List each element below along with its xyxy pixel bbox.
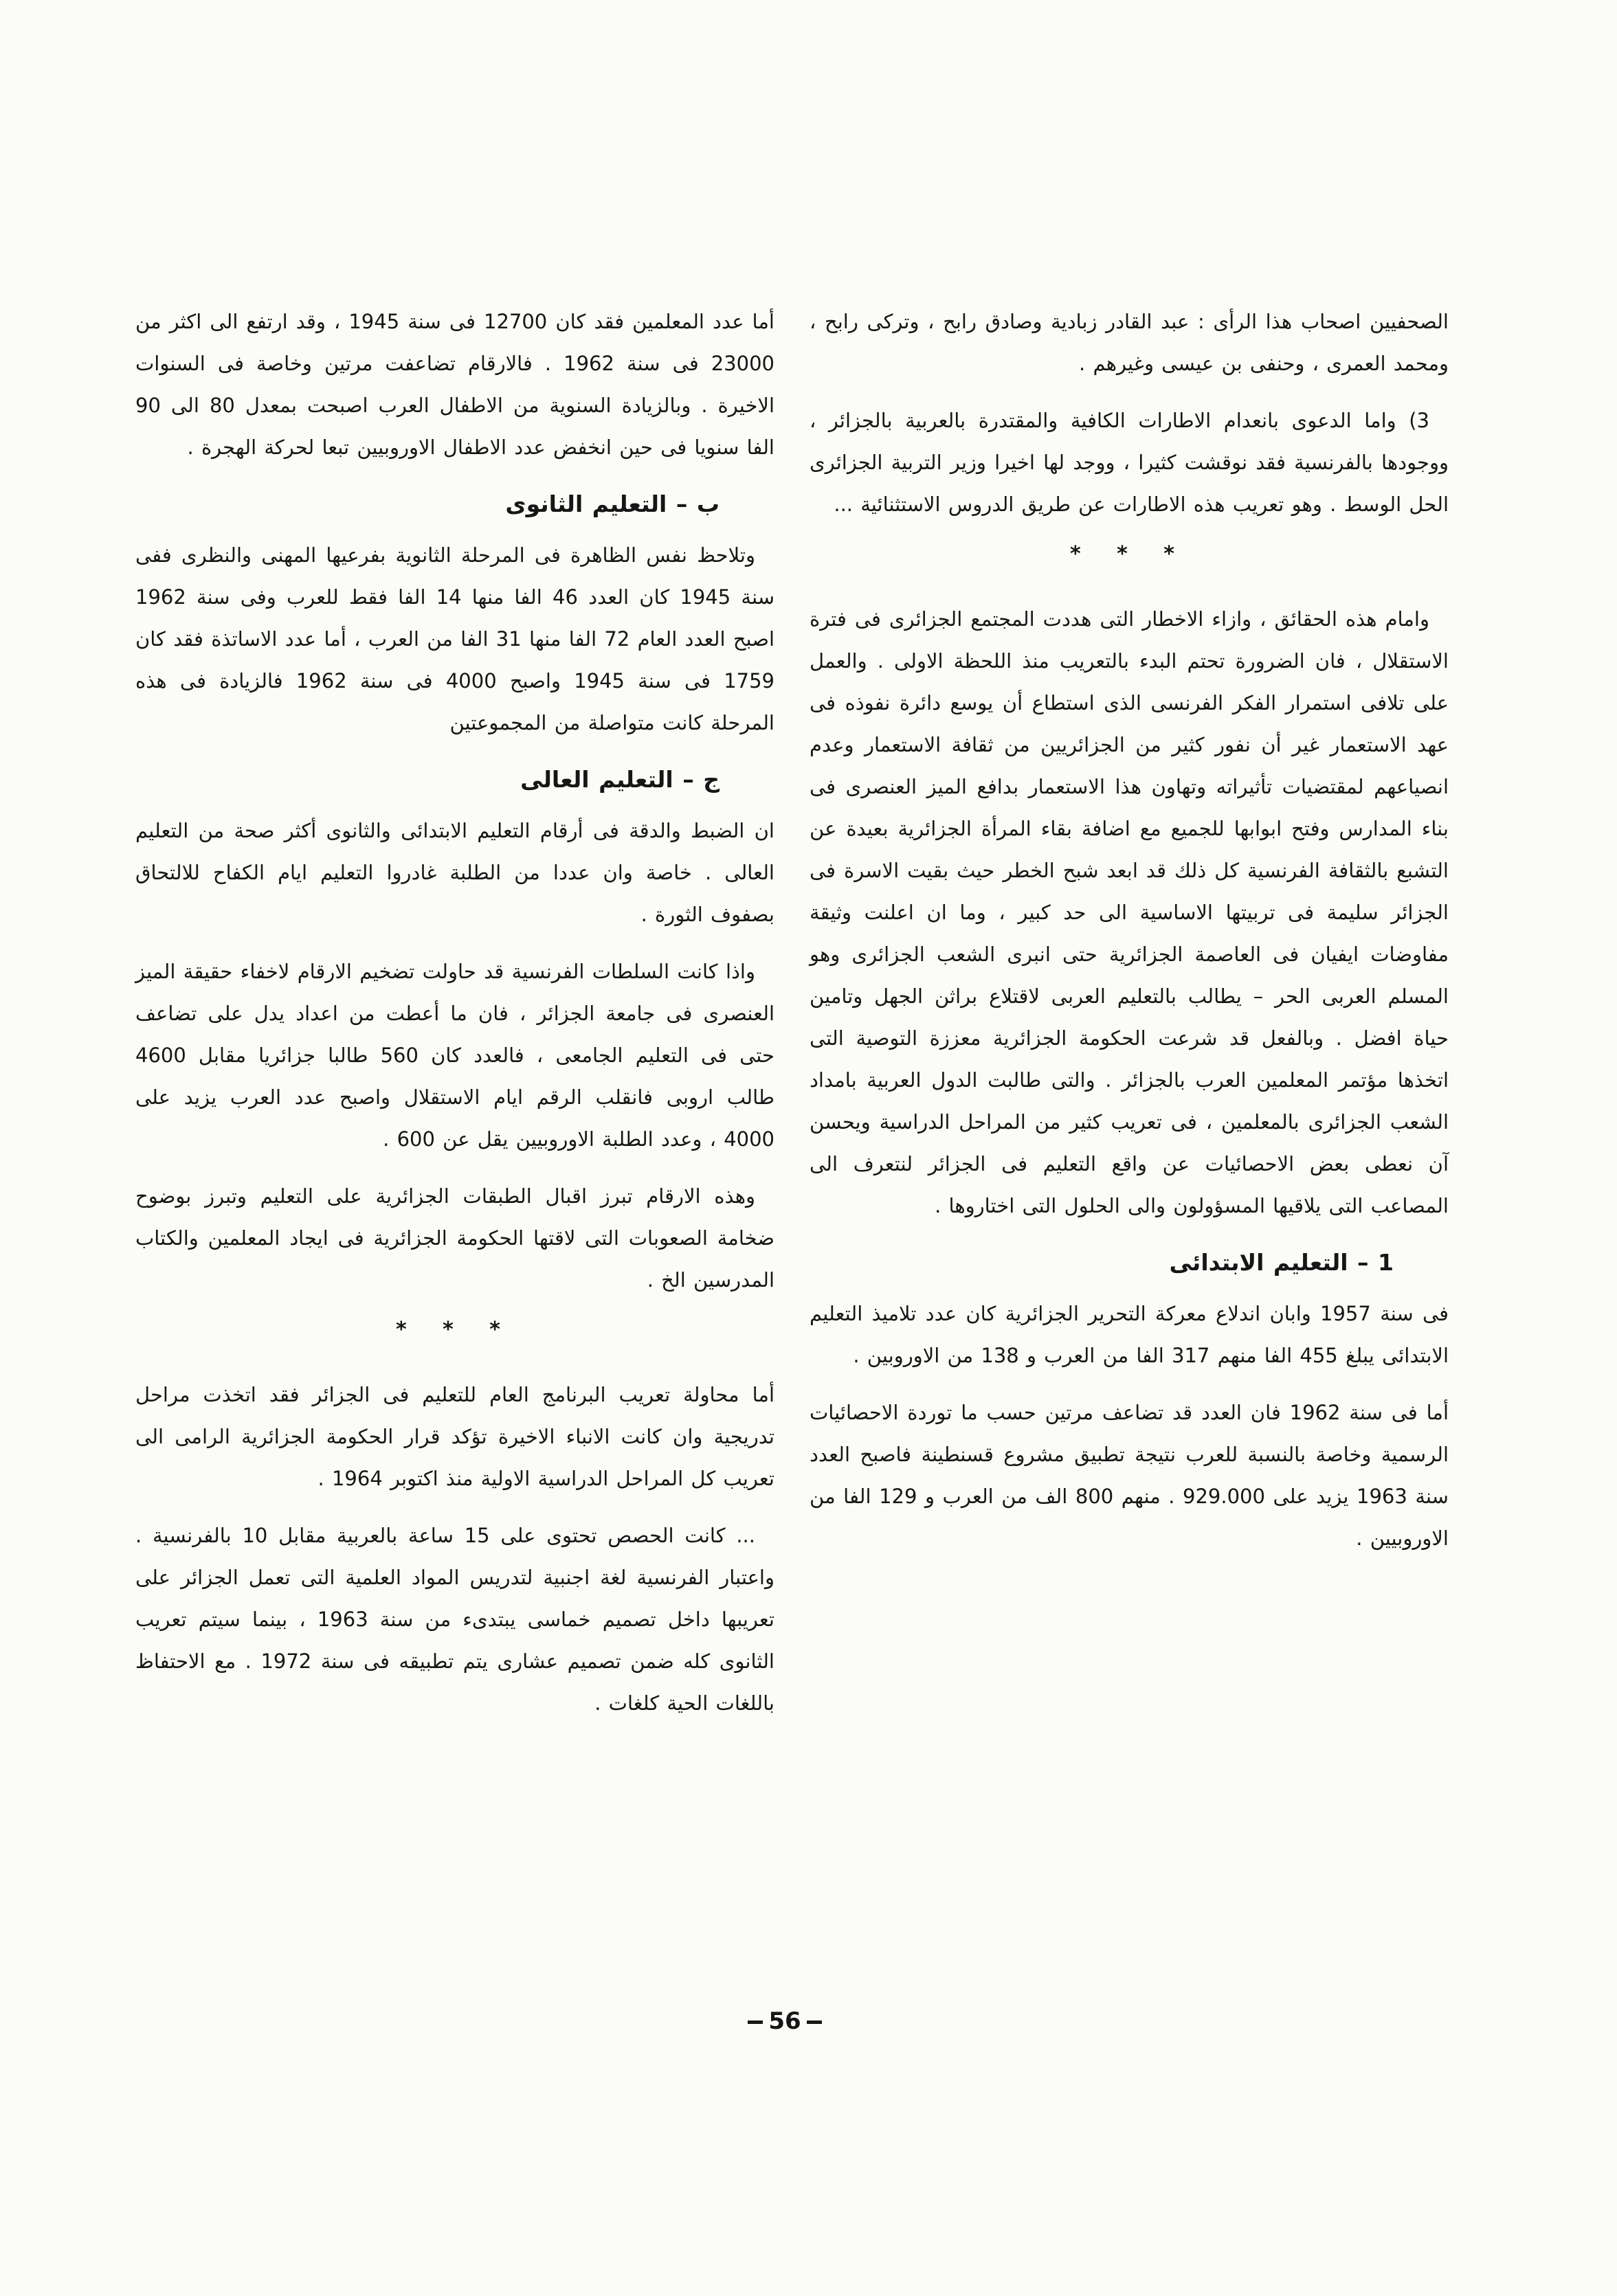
paragraph: أما عدد المعلمين فقد كان 12700 فى سنة 1945 ، وقد ارتفع الى اكثر من 23000 فى سنة 1962 . فالارقام تضاعفت مرتين وخاصة فى السنوات الاخيرة . وبالزيادة السنوية من الاطفال العرب اصبحت بمعدل 80 الى 90 الفا سنويا فى حين انخفض عدد الاطفال الاوروبيين تبعا لحركة الهجرة .	[135, 310, 774, 459]
dash-right	[807, 2021, 822, 2024]
paragraph: 3) واما الدعوى بانعدام الاطارات الكافية والمقتدرة بالعربية بالجزائر ، ووجودها بالفرنسية فقد نوقشت كثيرا ، ووجد لها اخيرا وزير التربية الجزائرى الحل الوسط . وهو تعريب هذه الاطارات عن طريق الدروس الاستثنائية ...	[810, 409, 1449, 516]
paragraph: وهذه الارقام تبرز اقبال الطبقات الجزائرية على التعليم وتبرز بوضوح ضخامة الصعوبات التى لاقتها الحكومة الجزائرية فى ايجاد المعلمين والكتاب المدرسين الخ .	[135, 1184, 774, 1292]
section-divider: * * *	[396, 1318, 514, 1342]
section-heading: ج – التعليم العالى	[520, 766, 720, 793]
paragraph: وامام هذه الحقائق ، وازاء الاخطار التى هددت المجتمع الجزائرى فى فترة الاستقلال ، فان الضرورة تحتم البدء بالتعريب منذ اللحظة الاولى . والعمل على تلافى استمرار الفكر الفرنسى الذى استطاع أن يوسع دائرة نفوذه فى عهد الاستعمار غير أن نفور كثير من الجزائريين من ثقافة الاستعمار وعدم انصياعهم لمقتضيات تأثيراته وتهاون هذا الاستعمار بدافع الميز العنصرى فى بناء المدارس وفتح ابوابها للجميع مع اضافة بقاء المرأة الجزائرية بعيدة عن التشبع بالثقافة الفرنسية كل ذلك قد ابعد شبح الخطر حيث بقيت الاسرة فى الجزائر سليمة فى تربيتها الاساسية الى حد كبير ، وما ان اعلنت وثيقة مفاوضات ايفيان فى العاصمة الجزائرية حتى انبرى الشعب الجزائرى وهو المسلم العربى الحر – يطالب بالتعليم العربى لاقتلاع براثن الجهل وتامين حياة افضل . وبالفعل قد شرعت الحكومة الجزائرية معززة التوصية التى اتخذها مؤتمر المعلمين العرب بالجزائر . والتى طالبت الدول العربية بامداد الشعب الجزائرى بالمعلمين ، فى تعريب كثير من المراحل الدراسية ويحسن آن نعطى بعض الاحصائيات عن واقع التعليم فى الجزائر لنتعرف الى المصاعب التى يلاقيها المسؤولون والى الحلول التى اختاروها .	[810, 607, 1449, 1217]
page-number-value: 56	[768, 2007, 801, 2035]
paragraph: ان الضبط والدقة فى أرقام التعليم الابتدائى والثانوى أكثر صحة من التعليم العالى . خاصة وان عددا من الطلبة غادروا التعليم ايام الكفاح للالتحاق بصفوف الثورة .	[135, 819, 774, 926]
section-heading: ب – التعليم الثانوى	[505, 491, 720, 517]
right-column	[810, 301, 1449, 1575]
paragraph: ... كانت الحصص تحتوى على 15 ساعة بالعربية مقابل 10 بالفرنسية . واعتبار الفرنسية لغة اجنبية لتدريس المواد العلمية التى تعمل الجزائر على تعريبها داخل تصميم خماسى يبتدىء من سنة 1963 ، بينما سيتم تعريب الثانوى كله ضمن تصميم عشارى يتم تطبيقه فى سنة 1972 . مع الاحتفاظ باللغات الحية كلغات .	[135, 1524, 774, 1715]
paragraph: أما فى سنة 1962 فان العدد قد تضاعف مرتين حسب ما توردة الاحصائيات الرسمية وخاصة بالنسبة للعرب نتيجة تطبيق مشروع قسنطينة فاصبح العدد سنة 1963 يزيد على 929.000 . منهم 800 الف من العرب و 129 الفا من الاوروبيين .	[810, 1401, 1449, 1550]
paragraph: فى سنة 1957 وابان اندلاع معركة التحرير الجزائرية كان عدد تلاميذ التعليم الابتدائى يبلغ 455 الفا منهم 317 الفا من العرب و 138 من الاوروبين .	[810, 1302, 1449, 1367]
page-number	[723, 2007, 847, 2035]
paragraph: أما محاولة تعريب البرنامج العام للتعليم فى الجزائر فقد اتخذت مراحل تدريجية وان كانت الانباء الاخيرة تؤكد قرار الحكومة الجزائرية الرامى الى تعريب كل المراحل الدراسية الاولية منذ اكتوبر 1964 .	[135, 1383, 774, 1490]
section-divider: * * *	[1070, 542, 1188, 566]
paragraph: واذا كانت السلطات الفرنسية قد حاولت تضخيم الارقام لاخفاء حقيقة الميز العنصرى فى جامعة الجزائر ، فان ما أعطت من اعداد يدل على تضاعف حتى فى التعليم الجامعى ، فالعدد كان 560 طالبا جزائريا مقابل 4600 طالب اروبى فانقلب الرقم ايام الاستقلال واصبح عدد العرب يزيد على 4000 ، وعدد الطلبة الاوروبيين يقل عن 600 .	[135, 960, 774, 1151]
section-heading: 1 – التعليم الابتدائى	[1169, 1249, 1394, 1276]
left-column	[135, 301, 774, 1740]
paragraph: الصحفيين اصحاب هذا الرأى : عبد القادر زبادية وصادق رابح ، وتركى رابح ، ومحمد العمرى ، وحنفى بن عيسى وغيرهم .	[810, 310, 1449, 375]
dash-left	[748, 2021, 763, 2024]
paragraph: وتلاحظ نفس الظاهرة فى المرحلة الثانوية بفرعيها المهنى والنظرى ففى سنة 1945 كان العدد 46 الفا منها 14 الفا فقط للعرب وفى سنة 1962 اصبح العدد العام 72 الفا منها 31 الفا من العرب ، أما عدد الاساتذة فقد كان 1759 فى سنة 1945 واصبح 4000 فى سنة 1962 فالزيادة فى هذه المرحلة كانت متواصلة من المجموعتين	[135, 543, 774, 734]
